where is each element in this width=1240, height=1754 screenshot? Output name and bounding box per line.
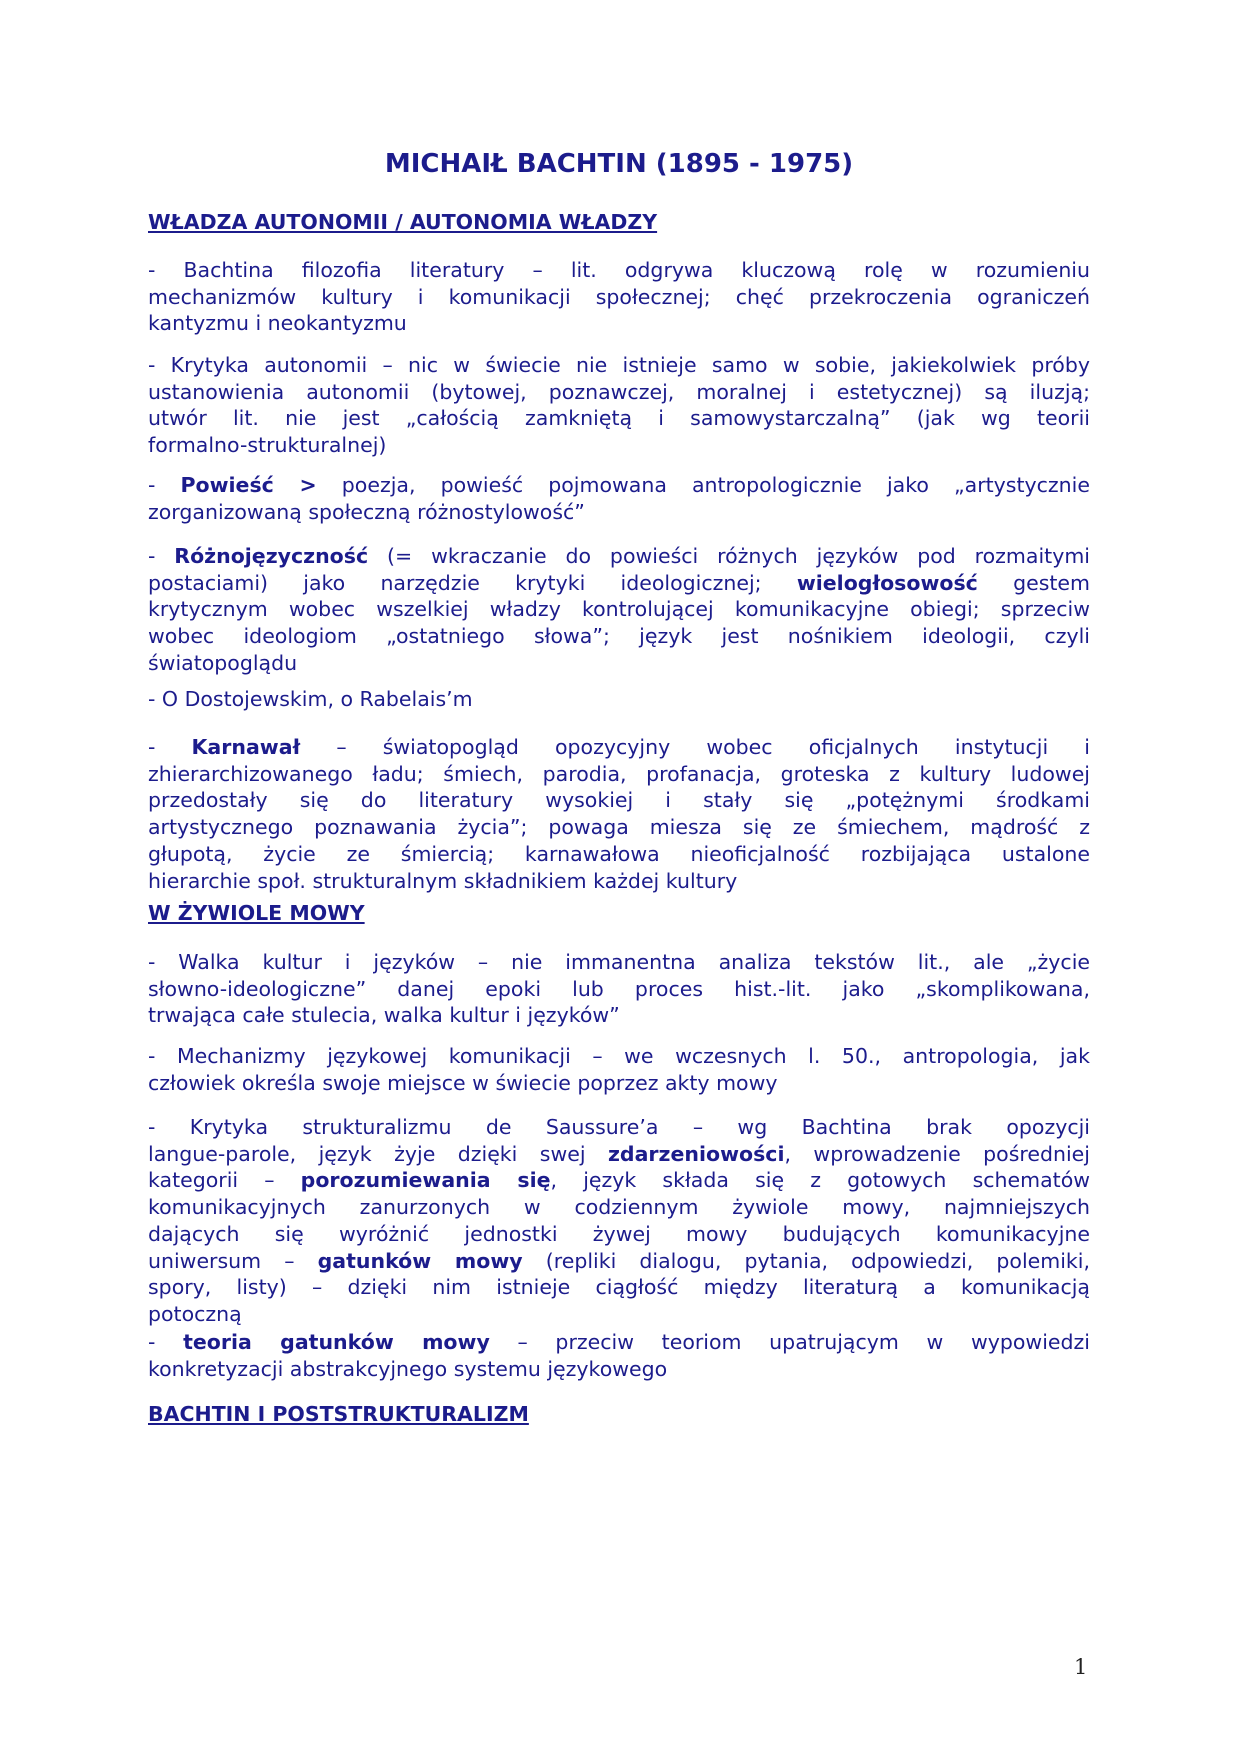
text-line: langue-parole, język żyje dzięki swej zdarzeniowości, wprowadzenie pośredniej bbox=[148, 1141, 1090, 1166]
bold-term-karnawal: Karnawał bbox=[191, 735, 301, 759]
text-line: wobec ideologiom „ostatniego słowa”; język jest nośnikiem ideologii, czyli bbox=[148, 624, 1090, 649]
text-line: artystycznego poznawania życia”; powaga miesza się ze śmiechem, mądrość z bbox=[148, 815, 1090, 840]
text-line: - teoria gatunków mowy – przeciw teoriom upatrującym w wypowiedzi bbox=[148, 1330, 1090, 1354]
bold-term-porozumiewania: porozumiewania się bbox=[300, 1168, 551, 1193]
text-line: - O Dostojewskim, o Rabelais’m bbox=[148, 687, 473, 711]
section-heading-poststrukturalizm: BACHTIN I POSTSTRUKTURALIZM bbox=[148, 1402, 529, 1426]
text-line: - Powieść > poezja, powieść pojmowana antropologicznie jako „artystycznie bbox=[148, 473, 1090, 497]
text-line: komunikacyjnych zanurzonych w codziennym żywiole mowy, najmniejszych bbox=[148, 1195, 1090, 1220]
text-line: hierarchie społ. strukturalnym składnikiem każdej kultury bbox=[148, 868, 738, 893]
text-line: głupotą, życie ze śmiercią; karnawałowa nieoficjalność rozbijająca ustalone bbox=[148, 841, 1090, 866]
section-heading-wladza-autonomii: WŁADZA AUTONOMII / AUTONOMIA WŁADZY bbox=[148, 210, 658, 234]
text-line: - Karnawał – światopogląd opozycyjny wobec oficjalnych instytucji i bbox=[148, 735, 1090, 759]
text-line: zhierarchizowanego ładu; śmiech, parodia, profanacja, groteska z kultury ludowej bbox=[148, 761, 1090, 786]
text-line: - Mechanizmy językowej komunikacji – we wczesnych l. 50., antropologia, jak bbox=[148, 1044, 1090, 1068]
text-line: przedostały się do literatury wysokiej i stały się „potężnymi środkami bbox=[148, 788, 1090, 813]
text-line: światopoglądu bbox=[148, 650, 298, 675]
text-line: - Krytyka autonomii – nic w świecie nie istnieje samo w sobie, jakiekolwiek próby bbox=[148, 353, 1090, 377]
paragraph-karnawal bbox=[148, 734, 1090, 894]
bold-term-wielogłosowosc: wielogłosowość bbox=[796, 570, 978, 595]
text-line: uniwersum – gatunków mowy (repliki dialogu, pytania, odpowiedzi, polemiki, bbox=[148, 1248, 1090, 1273]
text-line: - Bachtina filozofia literatury – lit. odgrywa kluczową rolę w rozumieniu bbox=[148, 258, 1090, 282]
paragraph-krytyka-strukturalizmu bbox=[148, 1114, 1090, 1328]
page-number: 1 bbox=[1074, 1655, 1088, 1679]
bold-term-teoria-gatunkow: teoria gatunków mowy bbox=[183, 1330, 490, 1354]
paragraph-filozofia-literatury bbox=[148, 257, 1090, 337]
text-line: konkretyzacji abstrakcyjnego systemu językowego bbox=[148, 1356, 668, 1381]
bold-term-powiesc: Powieść > bbox=[180, 473, 317, 497]
text-line: zorganizowaną społeczną różnostylowość” bbox=[148, 499, 585, 524]
text-line: trwająca całe stulecia, walka kultur i języków” bbox=[148, 1003, 620, 1028]
text-line: krytycznym wobec wszelkiej władzy kontrolującej komunikacyjne obiegi; sprzeciw bbox=[148, 597, 1090, 622]
bold-term-zdarzeniowosc: zdarzeniowości bbox=[607, 1141, 785, 1166]
bold-term-gatunkow-mowy: gatunków mowy bbox=[317, 1248, 523, 1273]
text-line: człowiek określa swoje miejsce w świecie poprzez akty mowy bbox=[148, 1070, 778, 1095]
paragraph-mechanizmy bbox=[148, 1043, 1090, 1096]
text-line: - Krytyka strukturalizmu de Saussure’a – wg Bachtina brak opozycji bbox=[148, 1115, 1090, 1139]
text-line: - Różnojęzyczność (= wkraczanie do powieści różnych języków pod rozmaitymi bbox=[148, 544, 1090, 568]
paragraph-dostojewski bbox=[148, 686, 1090, 713]
paragraph-powiesc bbox=[148, 472, 1090, 525]
paragraph-roznojezycznosc bbox=[148, 543, 1090, 677]
paragraph-krytyka-autonomii bbox=[148, 352, 1090, 459]
text-line: kantyzmu i neokantyzmu bbox=[148, 311, 407, 336]
text-line: ustanowienia autonomii (bytowej, poznawczej, moralnej i estetycznej) są iluzją; bbox=[148, 379, 1090, 404]
paragraph-teoria-gatunkow bbox=[148, 1329, 1090, 1382]
paragraph-walka-kultur bbox=[148, 949, 1090, 1029]
text-line: formalno-strukturalnej) bbox=[148, 433, 387, 458]
section-heading-w-zywiole-mowy: W ŻYWIOLE MOWY bbox=[148, 901, 365, 925]
text-line: kategorii – porozumiewania się, język składa się z gotowych schematów bbox=[148, 1168, 1090, 1193]
document-title: MICHAIŁ BACHTIN (1895 - 1975) bbox=[384, 149, 854, 179]
text-line: słowno-ideologiczne” danej epoki lub proces hist.-lit. jako „skomplikowana, bbox=[148, 976, 1090, 1001]
text-line: potoczną bbox=[148, 1301, 242, 1326]
text-line: utwór lit. nie jest „całością zamkniętą i samowystarczalną” (jak wg teorii bbox=[148, 406, 1090, 431]
text-line: - Walka kultur i języków – nie immanentna analiza tekstów lit., ale „życie bbox=[148, 950, 1090, 974]
bold-term-roznojezycznosc: Różnojęzyczność bbox=[174, 544, 369, 568]
text-line: spory, listy) – dzięki nim istnieje ciągłość między literaturą a komunikacją bbox=[148, 1275, 1090, 1300]
text-line: dających się wyróżnić jednostki żywej mowy budujących komunikacyjne bbox=[148, 1221, 1090, 1246]
text-line: postaciami) jako narzędzie krytyki ideologicznej; wielogłosowość gestem bbox=[148, 570, 1090, 595]
text-line: mechanizmów kultury i komunikacji społecznej; chęć przekroczenia ograniczeń bbox=[148, 284, 1090, 309]
